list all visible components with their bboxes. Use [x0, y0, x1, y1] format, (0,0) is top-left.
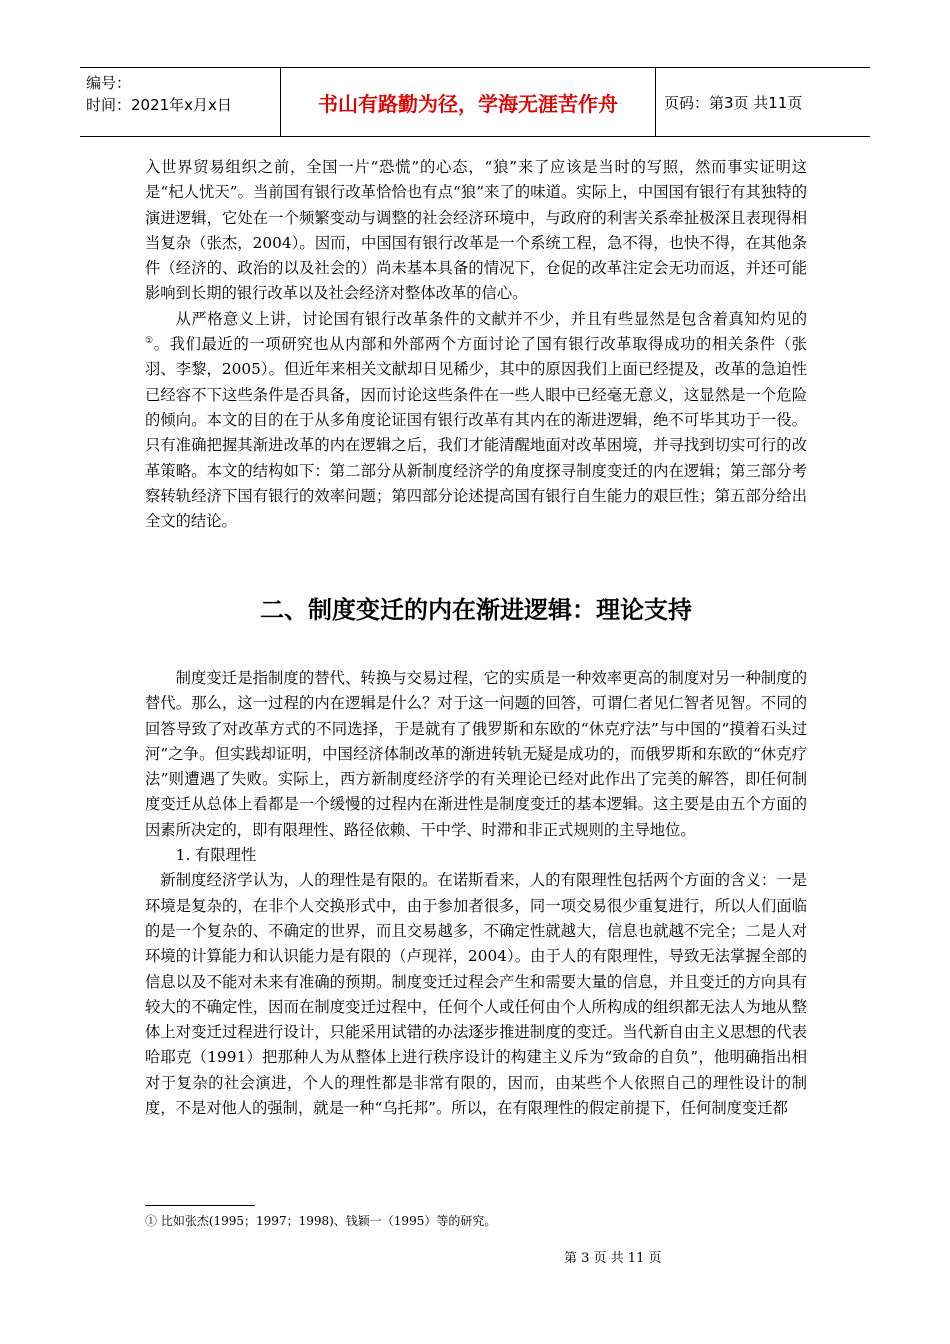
paragraph-4: 新制度经济学认为，人的理性是有限的。在诺斯看来，人的有限理性包括两个方面的含义：一是环境是复杂的，在非个人交换形式中，由于参加者很多，同一项交易很少重复进行，所以人们面临的是一个复杂的、不确定的世界，而且交易越多，不确定性就越大，信息也就越不完全；二是人对环境的计算能力和认识能力是有限的（卢现祥，2004）。由于人的有限理性，导致无法掌握全部的信息以及不能对未来有准确的预期。制度变迁过程会产生和需要大量的信息，并且变迁的方向具有较大的不确定性，因而在制度变迁过程中，任何个人或任何由个人所构成的组织都无法人为地从整体上对变迁过程进行设计，只能采用试错的办法逐步推进制度的变迁。当代新自由主义思想的代表哈耶克（1991）把那种人为从整体上进行秩序设计的构建主义斥为“致命的自负”，他明确指出相对于复杂的社会演进，个人的理性都是非常有限的，因而，由某些个人依照自己的理性设计的制度，不是对他人的强制，就是一种“乌托邦”。所以，在有限理性的假定前提下，任何制度变迁都 — [145, 871, 807, 1118]
header-meta — [80, 68, 281, 136]
header-page-info: 页码：第3页 共11页 — [664, 93, 803, 112]
section-title: 二、制度变迁的内在渐进逻辑：理论支持 — [260, 596, 692, 624]
paragraph-2 — [145, 307, 807, 535]
paragraph-1: 入世界贸易组织之前，全国一片“恐慌”的心态，“狼”来了应该是当时的写照，然而事实证明这是“杞人忧天”。当前国有银行改革恰恰也有点“狼”来了的味道。实际上，中国国有银行有其独特的演进逻辑，它处在一个频繁变动与调整的社会经济环境中，与政府的利害关系牵扯极深且表现得相当复杂（张杰，2004）。因而，中国国有银行改革是一个系统工程，急不得，也快不得，在其他条件（经济的、政治的以及社会的）尚未基本具备的情况下，仓促的改革注定会无功而返，并还可能影响到长期的银行改革以及社会经济对整体改革的信心。 — [145, 158, 807, 303]
page-header — [80, 67, 870, 137]
paragraph-2-part-1: 从严格意义上讲，讨论国有银行改革条件的文献并不少，并且有些显然是包含着真知灼见的 — [175, 309, 807, 328]
intro-text — [145, 155, 807, 534]
footnote-marker[interactable]: ① — [145, 335, 154, 346]
page-number: 第 3 页 共 11 页 — [564, 1251, 662, 1266]
footnote: ① 比如张杰(1995；1997；1998)、钱颖一（1995）等的研究。 — [145, 1214, 497, 1228]
document-date: 时间：2021年x月x日 — [86, 96, 232, 114]
document-number-label: 编号： — [86, 74, 132, 92]
paragraph-3: 制度变迁是指制度的替代、转换与交易过程，它的实质是一种效率更高的制度对另一种制度的替代。那么，这一过程的内在逻辑是什么？对于这一问题的回答，可谓仁者见仁智者见智。不同的回答导致了对改革方式的不同选择，于是就有了俄罗斯和东欧的“休克疗法”与中国的“摸着石头过河”之争。但实践却证明，中国经济体制改革的渐进转轨无疑是成功的，而俄罗斯和东欧的“休克疗法”则遭遇了失败。实际上，西方新制度经济学的有关理论已经对此作出了完美的解答，即任何制度变迁从总体上看都是一个缓慢的过程内在渐进性是制度变迁的基本逻辑。这主要是由五个方面的因素所决定的，即有限理性、路径依赖、干中学、时滞和非正式规则的主导地位。 — [145, 669, 807, 839]
subheading-bounded-rationality: 1. 有限理性 — [175, 846, 257, 865]
paragraph-2-part-2: 。我们最近的一项研究也从内部和外部两个方面讨论了国有银行改革取得成功的相关条件（张羽、李黎，2005）。但近年来相关文献却日见稀少，其中的原因我们上面已经提及，改革的急迫性已经容不下这些条件是否具备，因而讨论这些条件在一些人眼中已经毫无意义，这显然是一个危险的倾向。本文的目的在于从多角度论证国有银行改革有其内在的渐进逻辑，绝不可毕其功于一役。只有准确把握其渐进改革的内在逻辑之后，我们才能清醒地面对改革困境，并寻找到切实可行的改革策略。本文的结构如下：第二部分从新制度经济学的角度探寻制度变迁的内在逻辑；第三部分考察转轨经济下国有银行的效率问题；第四部分论述提高国有银行自生能力的艰巨性；第五部分给出全文的结论。 — [145, 335, 807, 531]
footnote-divider — [145, 1205, 255, 1206]
header-motto: 书山有路勤为径，学海无涯苦作舟 — [281, 68, 656, 136]
section-text — [145, 666, 807, 1121]
